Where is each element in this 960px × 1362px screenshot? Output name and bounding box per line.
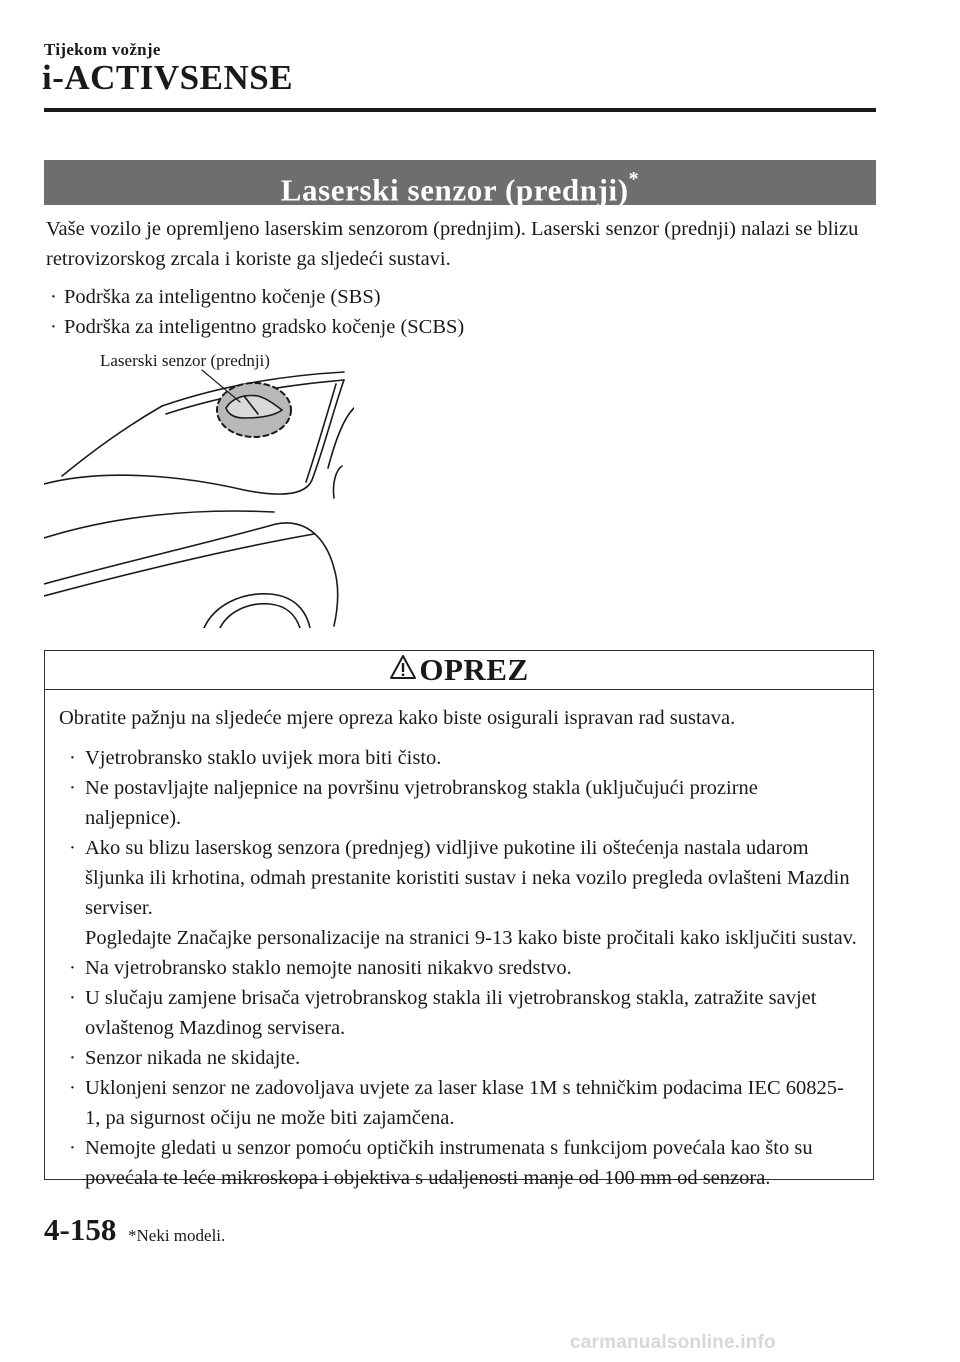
list-item [59, 773, 859, 833]
system-list [46, 282, 876, 342]
caution-list [59, 743, 859, 1193]
list-item [59, 743, 859, 773]
a-pillar-inner-line [306, 384, 336, 482]
caution-title: OPREZ [419, 652, 529, 687]
list-item [59, 1043, 859, 1073]
caution-header [45, 651, 873, 690]
bullet-glyph: · [69, 777, 76, 799]
list-item [59, 983, 859, 1043]
section-title-banner [44, 160, 876, 208]
list-item-text: Ako su blizu laserskog senzora (prednjeg) vidljive pukotine ili oštećenja nastala udarom šljunka ili krhotina, odmah prestanite koristiti sustav i neka vozilo pregleda ovlašteni Mazdin serviser. [85, 837, 850, 919]
footnote: *Neki modeli. [128, 1226, 226, 1245]
list-item-text: Uklonjeni senzor ne zadovoljava uvjete za laser klase 1M s tehničkim podacima IEC 60825-1, pa sigurnost očiju ne može biti zajamčena. [85, 1077, 844, 1129]
list-item-text: Vjetrobransko staklo uvijek mora biti čisto. [85, 747, 442, 769]
intro-paragraph: Vaše vozilo je opremljeno laserskim senzorom (prednjim). Laserski senzor (prednji) nalazi se blizu retrovizorskog zrcala i koriste ga sljedeći sustavi. [46, 218, 859, 270]
bullet-glyph: · [69, 957, 76, 979]
wheel-arch-inner [220, 604, 300, 628]
caution-intro: Obratite pažnju na sljedeće mjere opreza kako biste osigurali ispravan rad sustava. [59, 707, 736, 729]
sensor-label: Laserski senzor (prednji) [100, 351, 270, 370]
section-title-marker: * [628, 168, 640, 190]
list-item-text: Nemojte gledati u senzor pomoću optičkih instrumenata s funkcijom povećala kao što su povećala te leće mikroskopa i objektiva s udaljenosti manje od 100 mm od senzora. [85, 1137, 813, 1189]
cowl-line [44, 475, 312, 494]
page-number: 4-158 [44, 1212, 117, 1247]
bullet-glyph: · [69, 1047, 76, 1069]
caution-body [59, 703, 859, 1193]
list-item [59, 833, 859, 953]
wheel-arch-outer [204, 594, 310, 628]
bullet-glyph: · [50, 316, 57, 338]
bullet-glyph: · [69, 1137, 76, 1159]
mirror-arc [333, 466, 342, 498]
fender-line [276, 523, 338, 626]
hood-line-2 [44, 524, 276, 584]
watermark: carmanualsonline.info [570, 1332, 776, 1353]
windshield-sensor-illustration [44, 348, 354, 628]
bullet-glyph: · [69, 837, 76, 859]
chapter-title: i-ACTIVSENSE [42, 58, 294, 97]
list-item [59, 1133, 859, 1193]
list-item-text: Podrška za inteligentno gradsko kočenje (SCBS) [64, 316, 465, 338]
list-item-text: Na vjetrobransko staklo nemojte nanositi nikakvo sredstvo. [85, 957, 572, 979]
cross-reference-note: Pogledajte Značajke personalizacije na stranici 9-13 kako biste pročitali kako isključiti sustav. [85, 927, 857, 949]
list-item [59, 953, 859, 983]
bullet-glyph: · [69, 747, 76, 769]
windshield-top-line [62, 406, 162, 476]
list-item [46, 282, 876, 312]
caution-box [44, 650, 874, 1189]
list-item [46, 312, 876, 342]
bullet-glyph: · [69, 987, 76, 1009]
list-item [59, 1073, 859, 1133]
header-rule [44, 108, 876, 112]
section-kicker: Tijekom vožnje [44, 40, 161, 59]
list-item-text: Senzor nikada ne skidajte. [85, 1047, 301, 1069]
section-title: Laserski senzor (prednji) [280, 172, 629, 208]
list-item-text: Ne postavljajte naljepnice na površinu vjetrobranskog stakla (uključujući prozirne naljepnice). [85, 777, 758, 829]
list-item-text: U slučaju zamjene brisača vjetrobranskog stakla ili vjetrobranskog stakla, zatražite savjet ovlaštenog Mazdinog servisera. [85, 987, 817, 1039]
bullet-glyph: · [69, 1077, 76, 1099]
bullet-glyph: · [50, 286, 57, 308]
hood-line-3 [44, 534, 314, 596]
warning-triangle-icon [389, 654, 417, 680]
list-item-text: Podrška za inteligentno kočenje (SBS) [64, 286, 381, 308]
